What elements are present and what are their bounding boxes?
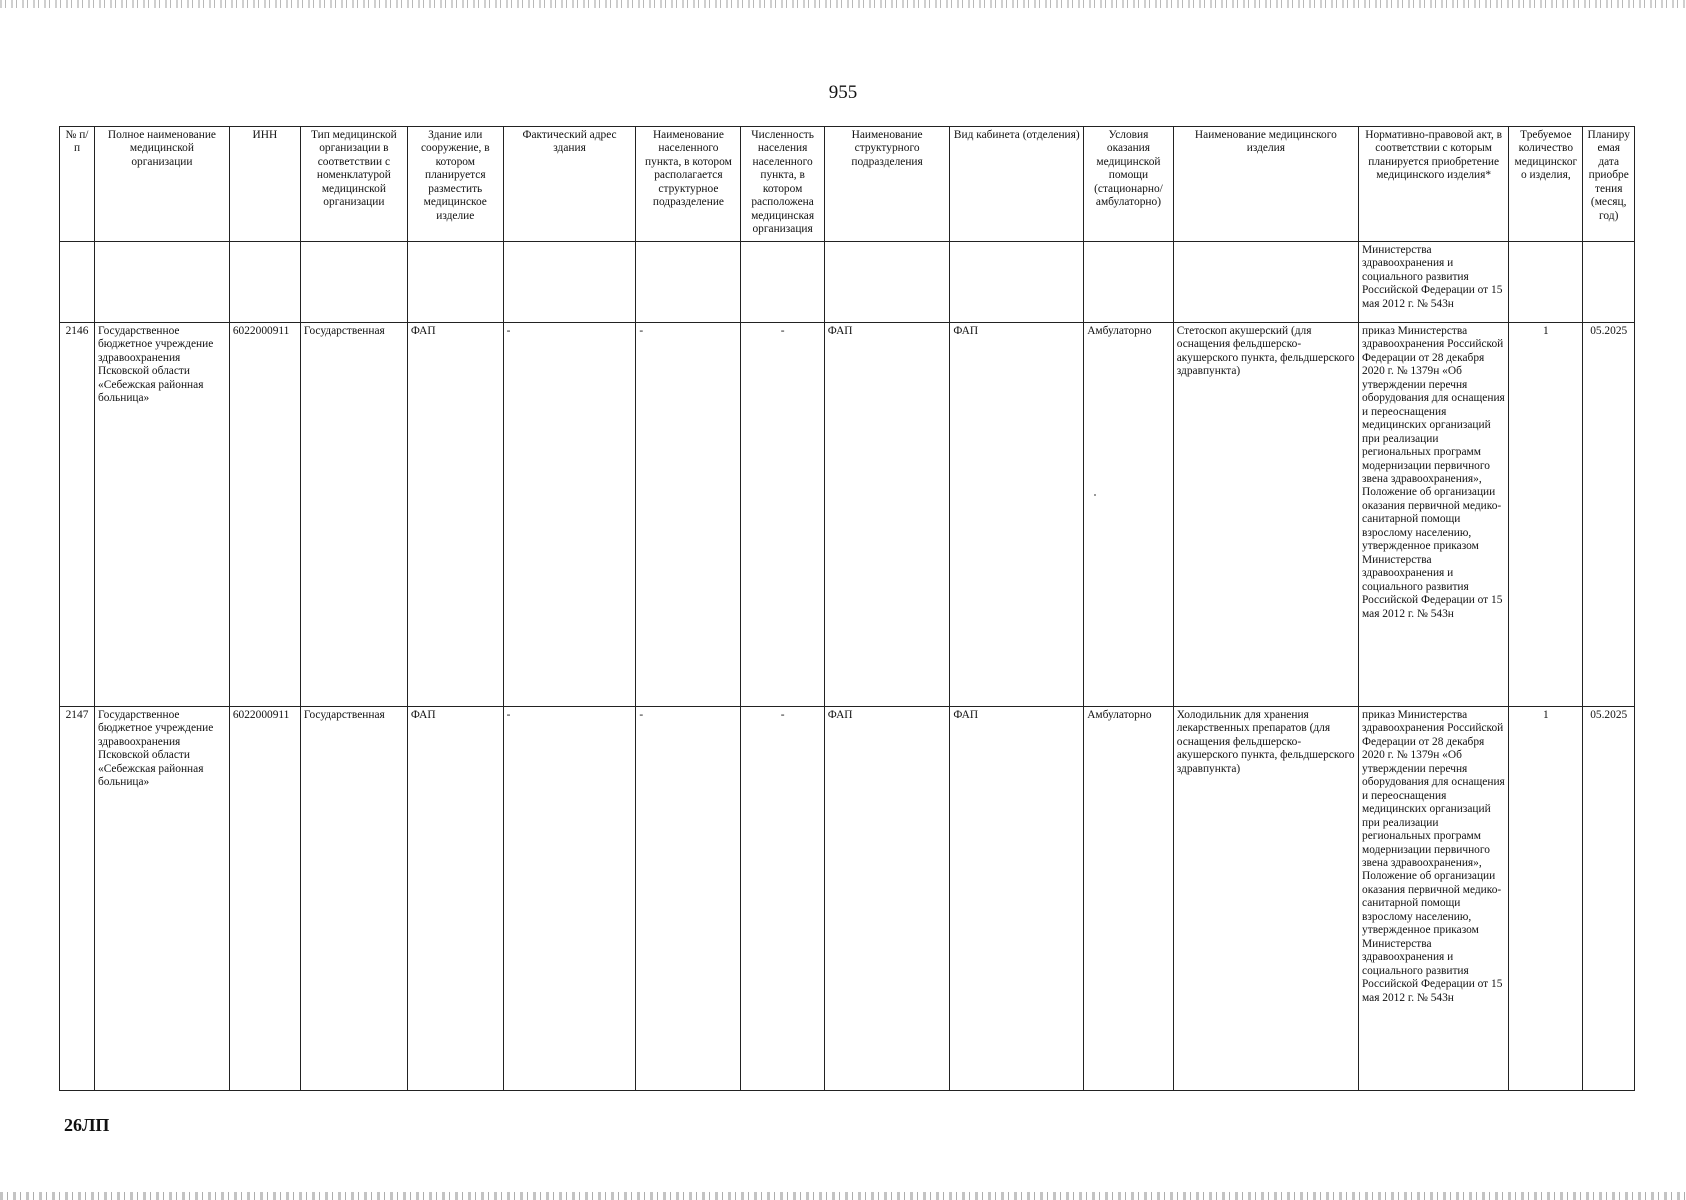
header-cell: Наименование медицинского изделия (1173, 127, 1358, 242)
header-cell: Здание или сооружение, в котором планируется разместить медицинское изделие (407, 127, 503, 242)
empty-cell (636, 242, 741, 323)
scan-edge-bottom (0, 1192, 1686, 1200)
org-name-cell: Государственное бюджетное учреждение здравоохранения Псковской области «Себежская районная больница» (95, 707, 230, 1091)
org-name-cell: Государственное бюджетное учреждение здравоохранения Псковской области «Себежская районная больница» (95, 323, 230, 707)
subdivision-cell: ФАП (824, 323, 950, 707)
cabinet-cell: ФАП (950, 323, 1084, 707)
header-cell: Наименование населенного пункта, в котором располагается структурное подразделение (636, 127, 741, 242)
header-cell: ИНН (229, 127, 300, 242)
conditions-cell: Амбулаторно (1084, 707, 1174, 1091)
quantity-cell: 1 (1509, 323, 1583, 707)
empty-cell (1583, 242, 1635, 323)
address-cell: - (503, 707, 636, 1091)
legal-act-cell: приказ Министерства здравоохранения Российской Федерации от 28 декабря 2020 г. № 1379н «Об утверждении перечня оборудования для оснащения и переоснащения медицинских организаций при реализации региональных программ модернизации первичного звена здравоохранения», Положение об организации оказания первичной медико-санитарной помощи взрослому населению, утвержденное приказом Министерства здравоохранения и социального развития Российской Федерации от 15 мая 2012 г. № 543н (1359, 707, 1509, 1091)
header-cell: Тип медицинской организации в соответствии с номенклатурой медицинской организации (300, 127, 407, 242)
inn-cell: 6022000911 (229, 707, 300, 1091)
header-cell: № п/п (60, 127, 95, 242)
settlement-cell: - (636, 707, 741, 1091)
legal-act-cell: приказ Министерства здравоохранения Российской Федерации от 28 декабря 2020 г. № 1379н «Об утверждении перечня оборудования для оснащения и переоснащения медицинских организаций при реализации региональных программ модернизации первичного звена здравоохранения», Положение об организации оказания первичной медико-санитарной помощи взрослому населению, утвержденное приказом Министерства здравоохранения и социального развития Российской Федерации от 15 мая 2012 г. № 543н (1359, 323, 1509, 707)
cabinet-cell: ФАП (950, 707, 1084, 1091)
empty-cell (60, 242, 95, 323)
address-cell: - (503, 323, 636, 707)
device-cell: Холодильник для хранения лекарственных препаратов (для оснащения фельдшерско-акушерского пункта, фельдшерского здравпункта) (1173, 707, 1358, 1091)
date-cell: 05.2025 (1583, 323, 1635, 707)
population-cell: - (741, 707, 824, 1091)
footer-code: 26ЛП (64, 1115, 110, 1135)
empty-cell (741, 242, 824, 323)
table-row (60, 707, 1635, 1091)
empty-cell (824, 242, 950, 323)
conditions-cell: Амбулаторно (1084, 323, 1174, 707)
header-cell: Фактический адрес здания (503, 127, 636, 242)
org-type-cell: Государственная (300, 323, 407, 707)
population-cell: - (741, 323, 824, 707)
header-cell: Численность населения населенного пункта, в котором расположена медицинская организация (741, 127, 824, 242)
header-cell: Полное наименование медицинской организации (95, 127, 230, 242)
page-number: 955 (828, 82, 858, 103)
empty-cell (950, 242, 1084, 323)
subdivision-cell: ФАП (824, 707, 950, 1091)
header-cell: Условия оказания медицинской помощи (стационарно/амбулаторно) (1084, 127, 1174, 242)
continuation-row (60, 242, 1635, 323)
empty-cell (1509, 242, 1583, 323)
inn-cell: 6022000911 (229, 323, 300, 707)
empty-cell (300, 242, 407, 323)
legal-act-cell: Министерства здравоохранения и социального развития Российской Федерации от 15 мая 2012 г. № 543н (1359, 242, 1509, 323)
empty-cell (503, 242, 636, 323)
scan-edge-top (0, 0, 1686, 8)
date-cell: 05.2025 (1583, 707, 1635, 1091)
row-number-cell: 2147 (60, 707, 95, 1091)
row-number-cell: 2146 (60, 323, 95, 707)
header-cell: Наименование структурного подразделения (824, 127, 950, 242)
org-type-cell: Государственная (300, 707, 407, 1091)
header-cell: Нормативно-правовой акт, в соответствии с которым планируется приобретение медицинского изделия* (1359, 127, 1509, 242)
empty-cell (229, 242, 300, 323)
device-cell: Стетоскоп акушерский (для оснащения фельдшерско-акушерского пункта, фельдшерского здравпункта) (1173, 323, 1358, 707)
equipment-table (59, 126, 1635, 1091)
header-cell: Вид кабинета (отделения) (950, 127, 1084, 242)
building-cell: ФАП (407, 323, 503, 707)
header-cell: Планируемая дата приобретения (месяц, год) (1583, 127, 1635, 242)
header-cell: Требуемое количество медицинского изделия, (1509, 127, 1583, 242)
header-row (60, 127, 1635, 242)
empty-cell (1084, 242, 1174, 323)
quantity-cell: 1 (1509, 707, 1583, 1091)
table-row (60, 323, 1635, 707)
building-cell: ФАП (407, 707, 503, 1091)
scan-speck (1094, 494, 1096, 496)
empty-cell (95, 242, 230, 323)
empty-cell (407, 242, 503, 323)
empty-cell (1173, 242, 1358, 323)
settlement-cell: - (636, 323, 741, 707)
